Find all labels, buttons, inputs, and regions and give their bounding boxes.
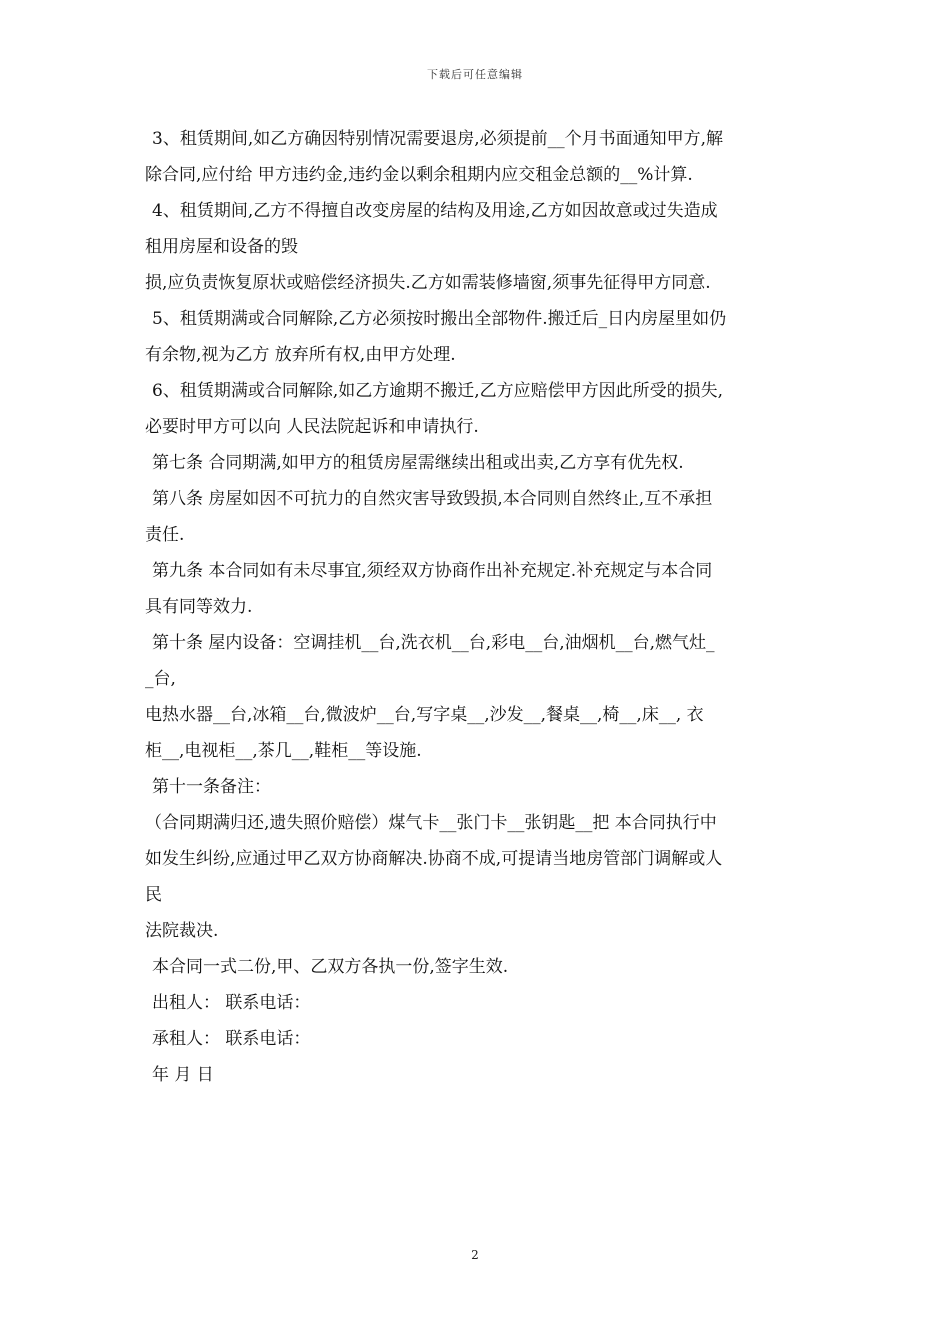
text-line: 出租人： 联系电话： [152,993,311,1013]
text-line: （合同期满归还,遗失照价赔偿）煤气卡__张门卡__张钥匙__把 本合同执行中 [145,813,717,833]
text-line: 第九条 本合同如有未尽事宜,须经双方协商作出补充规定.补充规定与本合同 [152,561,713,581]
page-number: 2 [471,1248,479,1262]
text-line: 租用房屋和设备的毁 [145,237,298,257]
text-line: 具有同等效力. [145,597,253,617]
page-header: 下载后可任意编辑 [427,68,523,81]
text-line: 承租人： 联系电话： [152,1029,311,1049]
text-line: 5、租赁期满或合同解除,乙方必须按时搬出全部物件.搬迁后_日内房屋里如仍 [152,309,727,329]
text-line: 第八条 房屋如因不可抗力的自然灾害导致毁损,本合同则自然终止,互不承担 [152,489,713,509]
text-line: 损,应负责恢复原状或赔偿经济损失.乙方如需装修墙窗,须事先征得甲方同意. [145,273,711,293]
text-line: 6、租赁期满或合同解除,如乙方逾期不搬迁,乙方应赔偿甲方因此所受的损失, [152,381,724,401]
text-line: 柜__,电视柜__,茶几__,鞋柜__等设施. [145,741,422,761]
document-body [145,121,810,1093]
text-line: 除合同,应付给 甲方违约金,违约金以剩余租期内应交租金总额的__%计算. [145,165,693,185]
text-line: 法院裁决. [145,921,219,941]
text-line: 4、租赁期间,乙方不得擅自改变房屋的结构及用途,乙方如因故意或过失造成 [152,201,718,221]
text-line: 本合同一式二份,甲、乙双方各执一份,签字生效. [152,957,509,977]
text-line: 电热水器__台,冰箱__台,微波炉__台,写字桌__,沙发__,餐桌__,椅__,床__, 衣 [145,705,704,725]
text-line: 必要时甲方可以向 人民法院起诉和申请执行. [145,417,479,437]
text-line: 年 月 日 [152,1065,214,1085]
text-line: 有余物,视为乙方 放弃所有权,由甲方处理. [145,345,456,365]
text-line: 第七条 合同期满,如甲方的租赁房屋需继续出租或出卖,乙方享有优先权. [152,453,684,473]
text-line: 第十条 屋内设备：空调挂机__台,洗衣机__台,彩电__台,油烟机__台,燃气灶_ [152,633,715,653]
text-line: 民 [145,885,162,905]
text-line: 第十一条备注： [152,777,271,797]
text-line: 责任. [145,525,185,545]
text-line: _台, [145,669,176,689]
text-line: 如发生纠纷,应通过甲乙双方协商解决.协商不成,可提请当地房管部门调解或人 [145,849,723,869]
text-line: 3、租赁期间,如乙方确因特别情况需要退房,必须提前__个月书面通知甲方,解 [152,129,724,149]
